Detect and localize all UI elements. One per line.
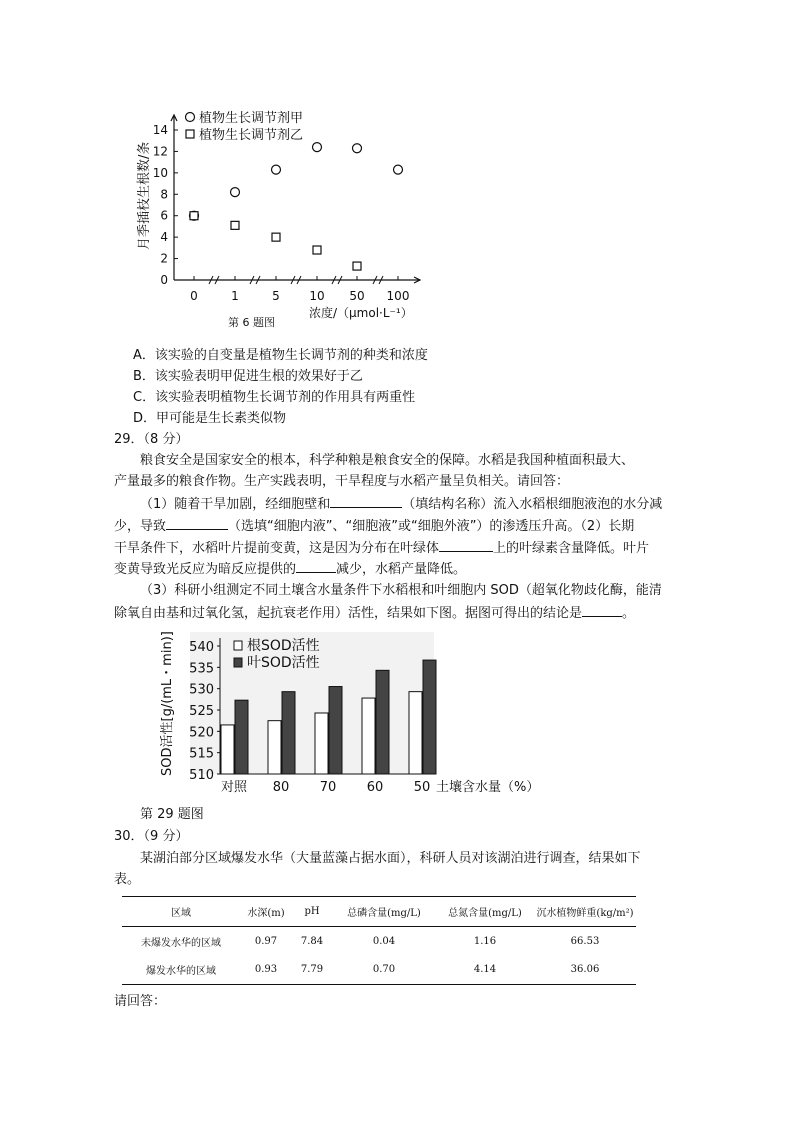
bar-leaf-sod bbox=[329, 687, 342, 774]
x-tick-label: 60 bbox=[366, 780, 384, 795]
data-point-series-b bbox=[190, 212, 198, 220]
q30-data-table bbox=[122, 896, 636, 985]
table-cell: 0.04 bbox=[372, 935, 396, 947]
data-point-series-a bbox=[394, 165, 403, 174]
q29-p3-line-2: 除氧自由基和过氧化氢，起抗衰老作用）活性，结果如下图。据图可得出的结论是 。 bbox=[114, 603, 635, 623]
table-row bbox=[122, 927, 636, 956]
x-tick-label: 10 bbox=[309, 289, 325, 303]
q6-scatter-chart bbox=[120, 105, 440, 335]
table-header-cell: 总氮含量(mg/L) bbox=[448, 908, 522, 919]
x-tick-label: 50 bbox=[413, 780, 431, 795]
y-tick-label: 10 bbox=[152, 165, 168, 180]
data-point-series-a bbox=[313, 143, 322, 152]
legend-marker-series-a bbox=[186, 113, 195, 122]
y-tick-label: 530 bbox=[189, 682, 214, 698]
legend-marker-series-b bbox=[186, 130, 194, 138]
data-point-series-b bbox=[313, 246, 321, 254]
y-tick-label: 2 bbox=[160, 251, 168, 266]
x-tick-label: 5 bbox=[272, 289, 280, 303]
table-cell: 1.16 bbox=[473, 935, 497, 947]
table-header-row bbox=[122, 897, 636, 927]
q30-intro-2: 表。 bbox=[114, 872, 141, 887]
y-tick-label: 14 bbox=[152, 123, 168, 137]
bar-root-sod bbox=[221, 725, 234, 774]
table-cell: 7.79 bbox=[300, 964, 324, 976]
q29-p1-line-3: 干旱条件下，水稻叶片提前变黄，这是因为分布在叶绿体 上的叶绿素含量降低。叶片 bbox=[114, 538, 649, 558]
data-point-series-a bbox=[353, 144, 362, 153]
q30-intro-1: 某湖泊部分区域爆发水华（大量蓝藻占据水面），科研人员对该湖泊进行调查，结果如下 bbox=[140, 851, 641, 866]
q29-p1-line-2: 少，导致 （选填“细胞内液”、“细胞液”或“细胞外液”）的渗透压升高。（2）长期 bbox=[114, 516, 634, 536]
q29-blank-2[interactable] bbox=[166, 516, 228, 530]
q30-ask: 请回答： bbox=[114, 994, 167, 1009]
legend-label-series-b: 植物生长调节剂乙 bbox=[199, 128, 304, 143]
q29-intro-2: 产量最多的粮食作物。生产实践表明，干旱程度与水稻产量呈负相关。请回答： bbox=[114, 474, 570, 489]
table-row bbox=[122, 956, 636, 985]
table-cell: 未爆发水华的区域 bbox=[141, 937, 221, 949]
data-point-series-b bbox=[272, 233, 280, 241]
q29-blank-4[interactable] bbox=[296, 559, 336, 573]
bar-leaf-sod bbox=[282, 692, 295, 774]
legend-marker-leaf bbox=[234, 658, 242, 667]
y-tick-label: 525 bbox=[189, 704, 214, 719]
table-cell: 7.84 bbox=[300, 935, 324, 947]
bar-leaf-sod bbox=[376, 670, 389, 774]
y-tick-label: 515 bbox=[189, 746, 214, 762]
x-tick-label: 50 bbox=[349, 289, 365, 303]
x-tick-label: 70 bbox=[319, 780, 337, 795]
table-header-cell: 水深(m) bbox=[247, 908, 285, 919]
y-tick-label: 12 bbox=[152, 144, 168, 159]
q29-p1-line-4: 变黄导致光反应为暗反应提供的 减少，水稻产量降低。 bbox=[114, 559, 466, 579]
data-point-series-a bbox=[272, 165, 281, 174]
table-cell: 0.70 bbox=[372, 964, 396, 976]
q29-blank-3[interactable] bbox=[439, 538, 493, 552]
x-tick-label: 0 bbox=[190, 289, 198, 303]
bar-root-sod bbox=[362, 698, 375, 774]
q6-caption: 第 6 题图 bbox=[228, 316, 275, 329]
q6-option-b: B．该实验表明甲促进生根的效果好于乙 bbox=[133, 369, 363, 384]
data-point-series-b bbox=[231, 221, 239, 229]
q29-p3-line-1: （3）科研小组测定不同土壤含水量条件下水稻根和叶细胞内 SOD（超氧化物歧化酶，能清 bbox=[140, 583, 662, 598]
x-axis-label: 浓度/（μmol·L⁻¹） bbox=[309, 306, 413, 320]
legend-label-leaf: 叶SOD活性 bbox=[247, 655, 320, 671]
table-header-cell: 沉水植物鲜重(kg/m²) bbox=[536, 908, 634, 919]
table-cell: 66.53 bbox=[570, 935, 600, 947]
q30-header: 30．（9 分） bbox=[114, 829, 189, 844]
y-axis-label: SOD活性[g/(mL・min)] bbox=[160, 631, 175, 776]
q29-intro-1: 粮食安全是国家安全的根本，科学种粮是粮食安全的保障。水稻是我国种植面积最大、 bbox=[140, 453, 635, 468]
table-cell: 4.14 bbox=[473, 964, 497, 976]
bar-root-sod bbox=[268, 721, 281, 774]
data-point-series-a bbox=[231, 188, 240, 197]
bar-leaf-sod bbox=[235, 700, 248, 774]
q6-option-c: C．该实验表明植物生长调节剂的作用具有两重性 bbox=[133, 390, 416, 405]
q6-option-a: A．该实验的自变量是植物生长调节剂的种类和浓度 bbox=[133, 348, 428, 363]
x-tick-label: 对照 bbox=[220, 780, 248, 795]
q29-caption: 第 29 题图 bbox=[140, 807, 204, 822]
table-header-cell: 总磷含量(mg/L) bbox=[347, 908, 421, 919]
y-tick-label: 4 bbox=[160, 230, 168, 245]
bar-root-sod bbox=[315, 713, 328, 774]
y-tick-label: 8 bbox=[160, 187, 168, 202]
bar-root-sod bbox=[409, 692, 422, 774]
q6-option-d: D．甲可能是生长素类似物 bbox=[133, 411, 287, 426]
y-tick-label: 6 bbox=[160, 208, 168, 223]
table-cell: 0.93 bbox=[254, 964, 278, 976]
legend-marker-root bbox=[234, 641, 242, 650]
table-header-cell: 区域 bbox=[171, 908, 191, 919]
x-axis-label: 土壤含水量（%） bbox=[436, 780, 540, 795]
x-tick-label: 1 bbox=[231, 289, 239, 303]
x-tick-label: 80 bbox=[272, 780, 290, 795]
legend-label-root: 根SOD活性 bbox=[247, 638, 320, 654]
y-axis-label: 月季插枝生根数/条 bbox=[137, 141, 152, 250]
table-cell: 36.06 bbox=[570, 964, 600, 976]
data-point-series-b bbox=[353, 262, 361, 270]
y-tick-label: 535 bbox=[189, 661, 214, 677]
bar-leaf-sod bbox=[423, 660, 436, 774]
table-cell: 爆发水华的区域 bbox=[146, 966, 216, 978]
q29-blank-1[interactable] bbox=[330, 494, 402, 508]
table-header-cell: pH bbox=[304, 906, 320, 917]
y-tick-label: 510 bbox=[189, 768, 214, 783]
q29-bar-chart bbox=[150, 628, 560, 800]
q29-blank-5[interactable] bbox=[582, 603, 622, 617]
x-tick-label: 100 bbox=[386, 289, 410, 303]
y-tick-label: 540 bbox=[189, 640, 214, 655]
q29-p1-line-1: （1）随着干旱加剧，经细胞壁和 （填结构名称）流入水稻根细胞液泡的水分减 bbox=[140, 494, 662, 514]
y-tick-label: 0 bbox=[160, 273, 168, 287]
y-tick-label: 520 bbox=[189, 725, 214, 741]
q30-table-wrapper bbox=[122, 896, 636, 985]
table-cell: 0.97 bbox=[254, 935, 278, 947]
legend-label-series-a: 植物生长调节剂甲 bbox=[199, 111, 304, 126]
q29-header: 29．（8 分） bbox=[114, 432, 189, 447]
